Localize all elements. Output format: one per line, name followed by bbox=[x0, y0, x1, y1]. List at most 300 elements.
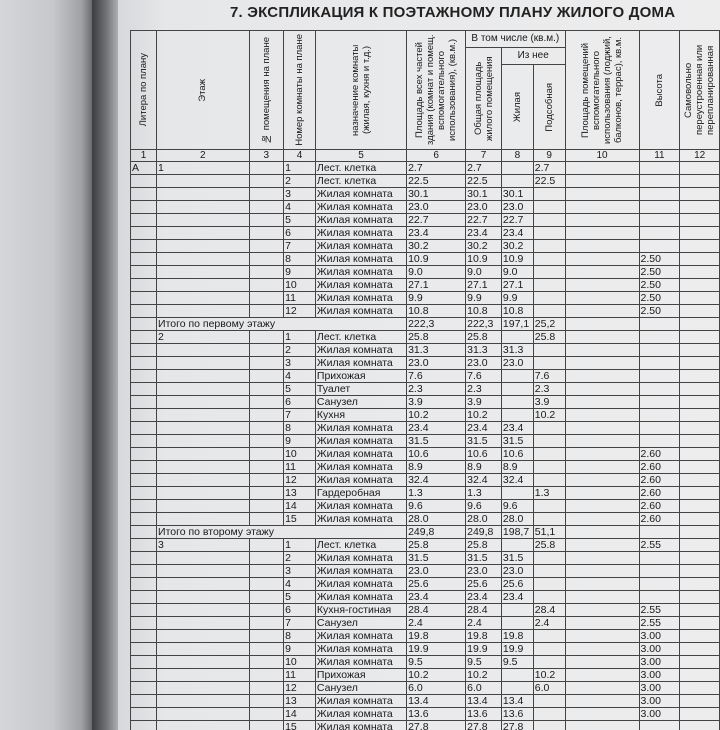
cell-c8: 23.4 bbox=[501, 227, 533, 240]
cell-c4: 1 bbox=[284, 539, 316, 552]
cell-c5: Жилая комната bbox=[315, 591, 406, 604]
cell-c8 bbox=[501, 331, 533, 344]
cell-c7: 7.6 bbox=[466, 370, 502, 383]
cell-c9: 6.0 bbox=[533, 682, 565, 695]
cell-c8: 31.5 bbox=[501, 552, 533, 565]
cell-c1 bbox=[131, 474, 157, 487]
cell-c6: 23.4 bbox=[407, 227, 466, 240]
cell-c2: 2 bbox=[157, 331, 250, 344]
cell-c12 bbox=[680, 331, 720, 344]
cell-c6: 10.9 bbox=[407, 253, 466, 266]
cell-c11: 2.55 bbox=[639, 617, 680, 630]
cell-c9 bbox=[533, 357, 565, 370]
cell-c11: 3.00 bbox=[639, 682, 680, 695]
cell-c2 bbox=[157, 591, 250, 604]
cell-c8: 22.7 bbox=[501, 214, 533, 227]
cell-c1 bbox=[131, 617, 157, 630]
cell-c11: 2.50 bbox=[639, 253, 680, 266]
cell-c4: 12 bbox=[284, 682, 316, 695]
cell-c6: 19.8 bbox=[407, 630, 466, 643]
cell-c4: 5 bbox=[284, 383, 316, 396]
cell-c1 bbox=[131, 435, 157, 448]
cell-c2 bbox=[157, 578, 250, 591]
cell-c3 bbox=[249, 396, 283, 409]
cell-c3 bbox=[249, 201, 283, 214]
cell-c7: 31.5 bbox=[466, 435, 502, 448]
table-row bbox=[131, 474, 720, 487]
cell-c6: 27.1 bbox=[407, 279, 466, 292]
cell-c9: 1.3 bbox=[533, 487, 565, 500]
cell-c2 bbox=[157, 435, 250, 448]
cell-c9 bbox=[533, 422, 565, 435]
cell-c5: Жилая комната bbox=[315, 188, 406, 201]
cell-c3 bbox=[249, 474, 283, 487]
cell-c11 bbox=[639, 383, 680, 396]
header-total-building-area: Площадь всех частей здания (комнат и помещ. вспомогательного использования), (кв.м.) bbox=[407, 31, 466, 150]
cell-c9 bbox=[533, 721, 565, 730]
cell-c11: 3.00 bbox=[639, 669, 680, 682]
cell-c8: 19.8 bbox=[501, 630, 533, 643]
cell-c6: 28.4 bbox=[407, 604, 466, 617]
cell-c11 bbox=[639, 578, 680, 591]
cell-c6: 22.5 bbox=[407, 175, 466, 188]
cell-c10 bbox=[565, 305, 639, 318]
cell-c4: 15 bbox=[284, 513, 316, 526]
cell-c3 bbox=[249, 370, 283, 383]
cell-c5: Жилая комната bbox=[315, 500, 406, 513]
cell-c10 bbox=[565, 240, 639, 253]
cell-c2 bbox=[157, 188, 250, 201]
cell-c2 bbox=[157, 552, 250, 565]
cell-c7: 31.3 bbox=[466, 344, 502, 357]
cell-c11 bbox=[639, 331, 680, 344]
cell-c2 bbox=[157, 669, 250, 682]
cell-c12 bbox=[680, 656, 720, 669]
header-floor: Этаж bbox=[157, 31, 250, 150]
cell-c7: 10.9 bbox=[466, 253, 502, 266]
cell-c10 bbox=[565, 227, 639, 240]
cell-c7: 249,8 bbox=[466, 526, 502, 539]
cell-c4: 2 bbox=[284, 175, 316, 188]
cell-c8 bbox=[501, 383, 533, 396]
table-row bbox=[131, 630, 720, 643]
cell-c5: Туалет bbox=[315, 383, 406, 396]
cell-c10 bbox=[565, 344, 639, 357]
cell-c2 bbox=[157, 279, 250, 292]
cell-c7: 28.0 bbox=[466, 513, 502, 526]
cell-c7: 13.6 bbox=[466, 708, 502, 721]
table-row bbox=[131, 487, 720, 500]
cell-c4: 11 bbox=[284, 292, 316, 305]
cell-c7: 3.9 bbox=[466, 396, 502, 409]
cell-c4: 5 bbox=[284, 214, 316, 227]
cell-c3 bbox=[249, 500, 283, 513]
table-row bbox=[131, 643, 720, 656]
cell-c8: 9.6 bbox=[501, 500, 533, 513]
header-utility: Подсобная bbox=[533, 65, 565, 150]
cell-c11: 2.60 bbox=[639, 461, 680, 474]
cell-c7: 1.3 bbox=[466, 487, 502, 500]
cell-c4: 2 bbox=[284, 552, 316, 565]
cell-c11 bbox=[639, 526, 680, 539]
floor-total-row bbox=[131, 526, 720, 539]
cell-c5: Жилая комната bbox=[315, 227, 406, 240]
cell-c8: 25.6 bbox=[501, 578, 533, 591]
cell-c6: 9.0 bbox=[407, 266, 466, 279]
cell-c12 bbox=[680, 214, 720, 227]
cell-c2 bbox=[157, 253, 250, 266]
cell-c3 bbox=[249, 721, 283, 730]
cell-c1 bbox=[131, 487, 157, 500]
cell-c4: 4 bbox=[284, 201, 316, 214]
cell-c6: 31.5 bbox=[407, 435, 466, 448]
cell-c10 bbox=[565, 331, 639, 344]
cell-c6: 9.5 bbox=[407, 656, 466, 669]
cell-c9 bbox=[533, 240, 565, 253]
column-number: 8 bbox=[501, 150, 533, 162]
cell-c3 bbox=[249, 305, 283, 318]
cell-c5: Кухня-гостиная bbox=[315, 604, 406, 617]
cell-c7: 10.2 bbox=[466, 409, 502, 422]
cell-c3 bbox=[249, 292, 283, 305]
cell-c3 bbox=[249, 175, 283, 188]
cell-c2 bbox=[157, 370, 250, 383]
cell-c3 bbox=[249, 253, 283, 266]
cell-c6: 28.0 bbox=[407, 513, 466, 526]
cell-c7: 22.5 bbox=[466, 175, 502, 188]
cell-c10 bbox=[565, 188, 639, 201]
cell-c8: 10.6 bbox=[501, 448, 533, 461]
cell-c10 bbox=[565, 370, 639, 383]
cell-c8 bbox=[501, 682, 533, 695]
cell-c1 bbox=[131, 695, 157, 708]
cell-c2 bbox=[157, 383, 250, 396]
cell-c2 bbox=[157, 708, 250, 721]
cell-c8: 30.2 bbox=[501, 240, 533, 253]
cell-c12 bbox=[680, 357, 720, 370]
cell-c10 bbox=[565, 175, 639, 188]
cell-c5: Жилая комната bbox=[315, 422, 406, 435]
cell-c11 bbox=[639, 357, 680, 370]
cell-c7: 30.2 bbox=[466, 240, 502, 253]
cell-c2 bbox=[157, 487, 250, 500]
cell-c4: 15 bbox=[284, 721, 316, 730]
cell-c8: 23.0 bbox=[501, 201, 533, 214]
cell-c10 bbox=[565, 669, 639, 682]
table-row bbox=[131, 292, 720, 305]
header-living: Жилая bbox=[501, 65, 533, 150]
cell-c12 bbox=[680, 630, 720, 643]
table-row bbox=[131, 552, 720, 565]
cell-c8 bbox=[501, 539, 533, 552]
cell-c8: 19.9 bbox=[501, 643, 533, 656]
cell-c1 bbox=[131, 461, 157, 474]
header-height: Высота bbox=[639, 31, 680, 150]
cell-c12 bbox=[680, 578, 720, 591]
cell-c9 bbox=[533, 305, 565, 318]
cell-c6: 19.9 bbox=[407, 643, 466, 656]
cell-c11: 3.00 bbox=[639, 708, 680, 721]
cell-c4: 12 bbox=[284, 305, 316, 318]
cell-c1 bbox=[131, 500, 157, 513]
cell-c2 bbox=[157, 500, 250, 513]
cell-c8: 23.4 bbox=[501, 591, 533, 604]
cell-c5: Жилая комната bbox=[315, 552, 406, 565]
cell-c12 bbox=[680, 643, 720, 656]
cell-c7: 10.2 bbox=[466, 669, 502, 682]
cell-c1: А bbox=[131, 162, 157, 175]
cell-c7: 2.7 bbox=[466, 162, 502, 175]
cell-c8: 27.1 bbox=[501, 279, 533, 292]
cell-c2 bbox=[157, 617, 250, 630]
cell-c11 bbox=[639, 318, 680, 331]
cell-c8: 28.0 bbox=[501, 513, 533, 526]
cell-c4: 9 bbox=[284, 435, 316, 448]
cell-c10 bbox=[565, 435, 639, 448]
table-row bbox=[131, 175, 720, 188]
cell-c2 bbox=[157, 357, 250, 370]
cell-c11: 2.60 bbox=[639, 513, 680, 526]
cell-c3 bbox=[249, 630, 283, 643]
table-row bbox=[131, 409, 720, 422]
cell-c1 bbox=[131, 682, 157, 695]
cell-c10 bbox=[565, 162, 639, 175]
cell-c6: 25.8 bbox=[407, 331, 466, 344]
cell-c2 bbox=[157, 214, 250, 227]
table-row bbox=[131, 266, 720, 279]
cell-c9 bbox=[533, 474, 565, 487]
cell-c9 bbox=[533, 279, 565, 292]
cell-c5: Жилая комната bbox=[315, 578, 406, 591]
cell-c7: 25.8 bbox=[466, 331, 502, 344]
cell-c10 bbox=[565, 214, 639, 227]
cell-c10 bbox=[565, 409, 639, 422]
cell-c6: 22.7 bbox=[407, 214, 466, 227]
cell-c12 bbox=[680, 370, 720, 383]
cell-c1 bbox=[131, 266, 157, 279]
cell-c9 bbox=[533, 513, 565, 526]
cell-c10 bbox=[565, 357, 639, 370]
cell-c8 bbox=[501, 669, 533, 682]
cell-c3 bbox=[249, 617, 283, 630]
cell-c12 bbox=[680, 474, 720, 487]
cell-c9 bbox=[533, 214, 565, 227]
cell-c6: 27.8 bbox=[407, 721, 466, 730]
cell-c6: 10.8 bbox=[407, 305, 466, 318]
cell-c5: Жилая комната bbox=[315, 695, 406, 708]
table-row bbox=[131, 461, 720, 474]
cell-c1 bbox=[131, 565, 157, 578]
cell-c2 bbox=[157, 630, 250, 643]
cell-c12 bbox=[680, 188, 720, 201]
cell-c8: 197,1 bbox=[501, 318, 533, 331]
cell-c7: 23.0 bbox=[466, 201, 502, 214]
table-row bbox=[131, 604, 720, 617]
cell-c9 bbox=[533, 708, 565, 721]
cell-c4: 7 bbox=[284, 240, 316, 253]
cell-c4: 5 bbox=[284, 591, 316, 604]
cell-c3 bbox=[249, 682, 283, 695]
cell-c7: 13.4 bbox=[466, 695, 502, 708]
cell-c5: Жилая комната bbox=[315, 344, 406, 357]
cell-c7: 10.6 bbox=[466, 448, 502, 461]
cell-c10 bbox=[565, 279, 639, 292]
cell-c3 bbox=[249, 643, 283, 656]
cell-c7: 19.8 bbox=[466, 630, 502, 643]
cell-c2 bbox=[157, 513, 250, 526]
cell-c12 bbox=[680, 708, 720, 721]
cell-c11 bbox=[639, 422, 680, 435]
cell-c3 bbox=[249, 383, 283, 396]
table-row bbox=[131, 448, 720, 461]
cell-c7: 28.4 bbox=[466, 604, 502, 617]
column-number: 7 bbox=[466, 150, 502, 162]
cell-c8 bbox=[501, 396, 533, 409]
left-page bbox=[0, 0, 96, 730]
table-row bbox=[131, 721, 720, 730]
cell-c4: 1 bbox=[284, 162, 316, 175]
cell-c12 bbox=[680, 604, 720, 617]
cell-c3 bbox=[249, 552, 283, 565]
cell-c5: Жилая комната bbox=[315, 279, 406, 292]
header-room-purpose: назначение комнаты (жилая, кухня и т.д.) bbox=[315, 31, 406, 150]
cell-c8: 23.4 bbox=[501, 422, 533, 435]
cell-c7: 22.7 bbox=[466, 214, 502, 227]
cell-c7: 10.8 bbox=[466, 305, 502, 318]
cell-c1 bbox=[131, 630, 157, 643]
cell-c5: Жилая комната bbox=[315, 266, 406, 279]
cell-c2 bbox=[157, 448, 250, 461]
header-auxiliary-area: Площадь помещений вспомогательного использования (лоджий, балконов, террас), кв.м. bbox=[565, 31, 639, 150]
cell-c6: 32.4 bbox=[407, 474, 466, 487]
cell-c9: 10.2 bbox=[533, 669, 565, 682]
cell-c3 bbox=[249, 279, 283, 292]
cell-c10 bbox=[565, 565, 639, 578]
cell-c11 bbox=[639, 344, 680, 357]
cell-c4: 1 bbox=[284, 331, 316, 344]
table-row bbox=[131, 344, 720, 357]
cell-c6: 23.0 bbox=[407, 357, 466, 370]
cell-c11 bbox=[639, 409, 680, 422]
cell-c12 bbox=[680, 617, 720, 630]
cell-c5: Лест. клетка bbox=[315, 175, 406, 188]
cell-c2 bbox=[157, 201, 250, 214]
cell-c9 bbox=[533, 448, 565, 461]
cell-c2: 3 bbox=[157, 539, 250, 552]
cell-c3 bbox=[249, 604, 283, 617]
cell-c2 bbox=[157, 409, 250, 422]
cell-c11: 2.55 bbox=[639, 604, 680, 617]
cell-c3 bbox=[249, 266, 283, 279]
table-row bbox=[131, 396, 720, 409]
cell-c12 bbox=[680, 292, 720, 305]
cell-c1 bbox=[131, 383, 157, 396]
cell-c3 bbox=[249, 435, 283, 448]
cell-c10 bbox=[565, 448, 639, 461]
header-litera: Литера по плану bbox=[131, 31, 157, 150]
cell-c8: 9.9 bbox=[501, 292, 533, 305]
cell-c8: 8.9 bbox=[501, 461, 533, 474]
table-row bbox=[131, 214, 720, 227]
cell-c3 bbox=[249, 539, 283, 552]
cell-c6: 2.7 bbox=[407, 162, 466, 175]
table-row bbox=[131, 279, 720, 292]
cell-c10 bbox=[565, 383, 639, 396]
cell-c12 bbox=[680, 279, 720, 292]
cell-c7: 8.9 bbox=[466, 461, 502, 474]
table-row bbox=[131, 188, 720, 201]
cell-c5: Жилая комната bbox=[315, 305, 406, 318]
cell-c11: 2.50 bbox=[639, 305, 680, 318]
column-number: 1 bbox=[131, 150, 157, 162]
cell-c10 bbox=[565, 708, 639, 721]
cell-c10 bbox=[565, 630, 639, 643]
cell-c9 bbox=[533, 565, 565, 578]
cell-c4: 11 bbox=[284, 461, 316, 474]
cell-c7: 23.4 bbox=[466, 227, 502, 240]
cell-c8: 23.0 bbox=[501, 565, 533, 578]
cell-c1 bbox=[131, 253, 157, 266]
cell-c4: 4 bbox=[284, 578, 316, 591]
cell-c3 bbox=[249, 227, 283, 240]
cell-c4: 9 bbox=[284, 643, 316, 656]
cell-c9 bbox=[533, 578, 565, 591]
cell-c9 bbox=[533, 656, 565, 669]
cell-c7: 31.5 bbox=[466, 552, 502, 565]
cell-c1 bbox=[131, 370, 157, 383]
cell-c4: 13 bbox=[284, 695, 316, 708]
cell-c11: 2.50 bbox=[639, 279, 680, 292]
cell-c6: 8.9 bbox=[407, 461, 466, 474]
cell-c2 bbox=[157, 643, 250, 656]
total-leading-cell bbox=[131, 318, 157, 331]
cell-c6: 2.4 bbox=[407, 617, 466, 630]
cell-c8: 32.4 bbox=[501, 474, 533, 487]
cell-c4: 9 bbox=[284, 266, 316, 279]
cell-c6: 31.3 bbox=[407, 344, 466, 357]
cell-c3 bbox=[249, 344, 283, 357]
cell-c10 bbox=[565, 695, 639, 708]
explication-table bbox=[130, 30, 720, 730]
cell-c12 bbox=[680, 500, 720, 513]
cell-c11 bbox=[639, 721, 680, 730]
cell-c7: 23.0 bbox=[466, 357, 502, 370]
cell-c5: Санузел bbox=[315, 617, 406, 630]
cell-c11 bbox=[639, 240, 680, 253]
cell-c10 bbox=[565, 266, 639, 279]
cell-c1 bbox=[131, 227, 157, 240]
cell-c12 bbox=[680, 435, 720, 448]
cell-c2 bbox=[157, 721, 250, 730]
cell-c8: 23.0 bbox=[501, 357, 533, 370]
cell-c5: Жилая комната bbox=[315, 708, 406, 721]
cell-c12 bbox=[680, 162, 720, 175]
cell-c1 bbox=[131, 409, 157, 422]
cell-c7: 9.0 bbox=[466, 266, 502, 279]
table-row bbox=[131, 669, 720, 682]
cell-c7: 9.6 bbox=[466, 500, 502, 513]
cell-c9 bbox=[533, 227, 565, 240]
cell-c3 bbox=[249, 188, 283, 201]
cell-c11: 3.00 bbox=[639, 656, 680, 669]
cell-c6: 222,3 bbox=[407, 318, 466, 331]
cell-c9 bbox=[533, 500, 565, 513]
cell-c6: 13.6 bbox=[407, 708, 466, 721]
cell-c3 bbox=[249, 357, 283, 370]
cell-c8 bbox=[501, 487, 533, 500]
cell-c9: 3.9 bbox=[533, 396, 565, 409]
cell-c11: 2.60 bbox=[639, 487, 680, 500]
